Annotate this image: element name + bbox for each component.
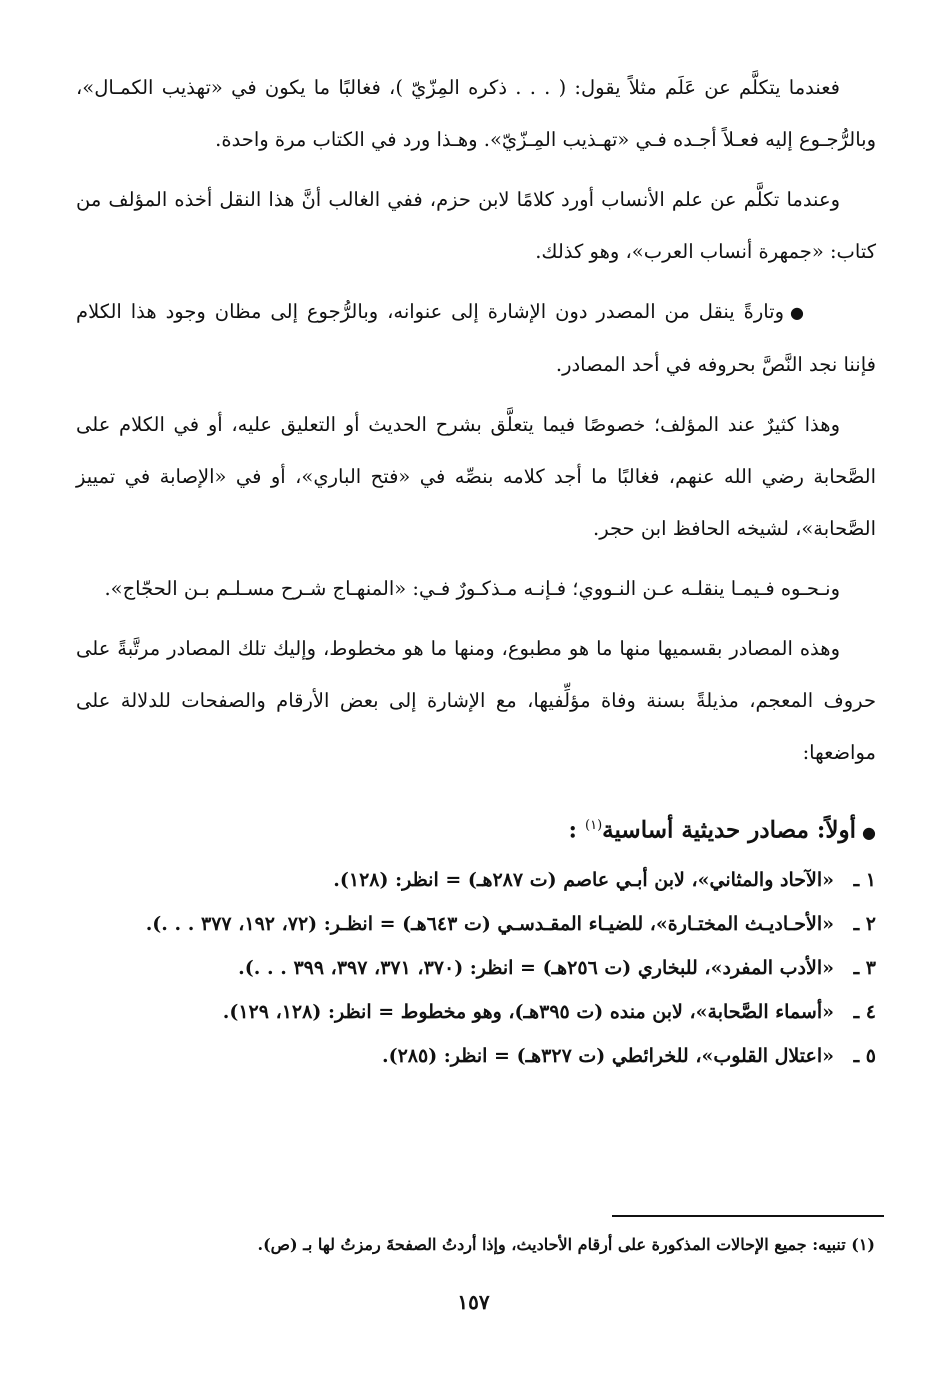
- paragraph-1: فعندما يتكلَّم عن عَلَم مثلاً يقول: ( . . . ذكره المِزّيّ )، فغالبًا ما يكون في «تهذيب الكمـال»، وبالرُّجـوع إليه فعـلاً أجـده فـي «تهـذيب المِـزّيّ». وهـذا ورد في الكتاب مرة واحدة.: [76, 76, 876, 151]
- footnote: (١) تنبيه: جميع الإحالات المذكورة على أرقام الأحاديث، وإذا أردتُ الصفحةَ رمزتُ لها بـ (ص).: [257, 1235, 875, 1254]
- paragraph-5: ونـحـوه فـيمـا ينقلـه عـن النـووي؛ فـإنـه مـذكـورٌ فـي: «المنهـاج شـرح مسـلـم بـن الحجّاج».: [104, 577, 840, 600]
- paragraph-4: وهذا كثيرٌ عند المؤلف؛ خصوصًا فيما يتعلَّق بشرح الحديث أو التعليق عليه، أو في الكلام على الصَّحابة رضي الله عنهم، فغالبًا ما أجد كلامه بنصِّه في «فتح الباري»، أو في «الإصابة في تمييز الصَّحابة»، لشيخه الحافظ ابن حجر.: [76, 413, 876, 540]
- sources-list: [76, 858, 876, 1078]
- list-item: [76, 1034, 876, 1078]
- list-item: [76, 946, 876, 990]
- paragraph-2: وعندما تكلَّم عن علم الأنساب أورد كلامًا لابن حزم، ففي الغالب أنَّ هذا النقل أخذه المؤلف من كتاب: «جمهرة أنساب العرب»، وهو كذلك.: [76, 188, 876, 263]
- list-item: [76, 990, 876, 1034]
- list-item: [76, 902, 876, 946]
- bullet-icon: ●: [790, 303, 804, 322]
- list-item-number: ٣ ـ: [853, 956, 876, 979]
- page-body: [76, 62, 876, 1078]
- heading-text: أولاً: مصادر حديثية أساسية: [602, 816, 857, 844]
- list-item-number: ٢ ـ: [853, 912, 876, 935]
- paragraph-3-text: وتارةً ينقل من المصدر دون الإشارة إلى عنوانه، وبالرُّجوع إلى مظان وجود هذا الكلام فإننا نجد النَّصَّ بحروفه في أحد المصادر.: [76, 300, 876, 376]
- list-item: [76, 858, 876, 902]
- list-item-number: ١ ـ: [853, 868, 876, 891]
- paragraph-6: وهذه المصادر بقسميها منها ما هو مطبوع، ومنها ما هو مخطوط، وإليك تلك المصادر مرتَّبةً على حروف المعجم، مذيلةً بسنة وفاة مؤلِّفيها، مع الإشارة إلى بعض الأرقام والصفحات للدلالة على مواضعها:: [76, 637, 876, 764]
- list-item-number: ٤ ـ: [853, 1000, 876, 1023]
- footnote-divider: [612, 1215, 884, 1217]
- footnote-marker: (١): [585, 818, 603, 833]
- paragraph-3: [76, 286, 876, 391]
- list-item-text: «الآحاد والمثاني»، لابن أبـي عاصم (ت ٢٨٧هـ) = انظر: (١٢٨).: [333, 868, 834, 891]
- section-heading: [76, 801, 876, 858]
- list-item-number: ٥ ـ: [853, 1044, 876, 1067]
- heading-bullet-icon: ●: [862, 822, 876, 842]
- page-number: ١٥٧: [457, 1290, 490, 1314]
- list-item-text: «الأدب المفرد»، للبخاري (ت ٢٥٦هـ) = انظر: (٣٧٠، ٣٧١، ٣٩٧، ٣٩٩ . . .).: [238, 956, 834, 979]
- list-item-text: «اعتلال القلوب»، للخرائطي (ت ٣٢٧هـ) = انظر: (٢٨٥).: [381, 1044, 834, 1067]
- list-item-text: «أسماء الصَّحابة»، لابن منده (ت ٣٩٥هـ)، وهو مخطوط = انظر: (١٢٨، ١٢٩).: [222, 1000, 834, 1023]
- list-item-text: «الأحـاديـث المختـارة»، للضيـاء المقـدسـي (ت ٦٤٣هـ) = انظـر: (٧٢، ١٩٢، ٣٧٧ . . .).: [145, 912, 834, 935]
- heading-colon: :: [568, 816, 577, 844]
